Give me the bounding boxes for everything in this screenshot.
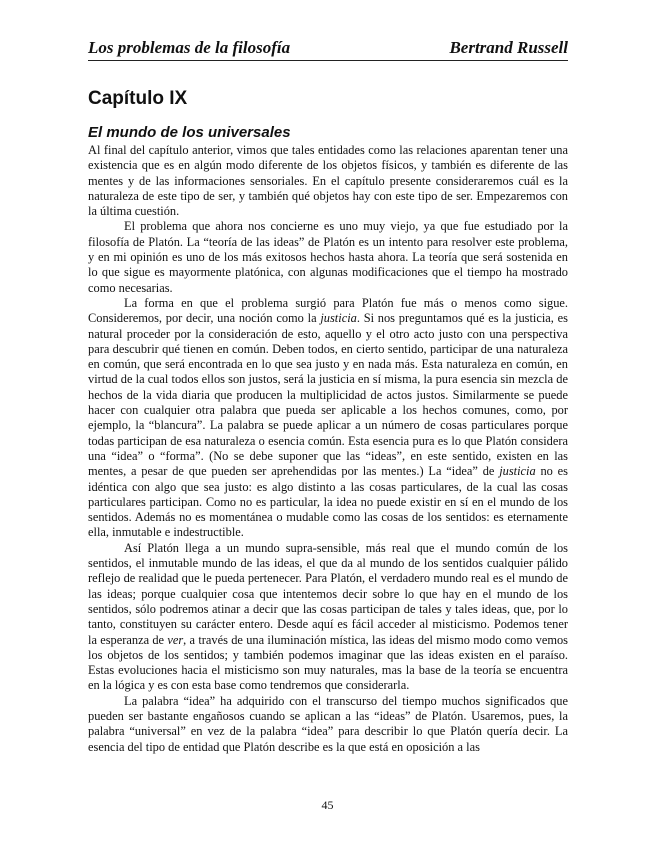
paragraph	[88, 296, 568, 541]
header-author: Bertrand Russell	[449, 38, 568, 57]
body-text	[88, 143, 568, 755]
paragraph-text: Al final del capítulo anterior, vimos que tales entidades como las relaciones aparentan tener una existencia que es en algún modo diferente de los objetos físicos, y también es diferente de las mentes y de las informaciones sensoriales. En el capítulo presente consideraremos cuál es la naturaleza de este tipo de ser, y también qué objetos hay con este tipo de ser. Empezaremos con la última cuestión.	[88, 143, 568, 219]
paragraph	[88, 143, 568, 219]
paragraph-text: El problema que ahora nos concierne es uno muy viejo, ya que fue estudiado por la filosofía de Platón. La “teoría de las ideas” de Platón es un intento para resolver este problema, y en mi opinión es uno de los más exitosos hechos hasta ahora. La teoría que será sostenida en lo que sigue es mayormente platónica, con algunas modificaciones que el tiempo ha mostrado como necesarias.	[88, 219, 568, 295]
paragraph	[88, 541, 568, 694]
chapter-title: Capítulo IX	[88, 88, 188, 109]
page-number: 45	[321, 798, 334, 812]
paragraph-text: La forma en que el problema surgió para Platón fue más o menos como sigue. Consideremos, por decir, una noción como la	[88, 295, 568, 326]
paragraph-text: , a través de una iluminación mística, las ideas del mismo modo como vemos los objetos de los sentidos; y también podemos imaginar que las ideas existen en el paraíso. Estas evoluciones hacia el misticismo son muy naturales, mas la base de la teoría se encuentra en la lógica y es con esta base como tendremos que considerarla.	[88, 632, 568, 693]
paragraph	[88, 694, 568, 755]
header-book-title: Los problemas de la filosofía	[88, 38, 291, 57]
section-title: El mundo de los universales	[88, 124, 291, 141]
running-header	[88, 38, 568, 60]
paragraph-text: . Si nos preguntamos qué es la justicia, es natural proceder por la consideración de esto, aquello y el otro acto justo con una perspectiva para descubrir qué tienen en común. Deben todos, en cierto sentido, participar de una naturaleza en común, que será encontrada en lo que sea justo y en nada más. Esta naturaleza en común, en virtud de la cual todos ellos son justos, será la justicia en sí misma, la pura esencia sin mezcla de hechos de la vida diaria que producen la multiplicidad de actos justos. Similarmente se puede hacer con cualquier otra palabra que pueda ser aplicable a los hechos comunes, como, por ejemplo, la “blancura”. La palabra se puede aplicar a un número de cosas particulares porque todas participan de esa naturaleza o esencia común. Esta esencia pura es lo que Platón considera una “idea” o “forma”. (No se debe suponer que las “ideas”, en este sentido, existen en las mentes, a pesar de que pueden ser aprehendidas por las mentes.) La “idea” de	[88, 311, 568, 479]
paragraph	[88, 219, 568, 295]
paragraph-text: no es idéntica con algo que sea justo: es algo distinto a las cosas particulares, de la cual las cosas particulares participan. Como no es particular, la idea no puede existir en sí en el mundo de los sentidos. Además no es momentánea o mudable como las cosas de los sentidos: es eternamente ella, inmutable e indestructible.	[88, 464, 568, 540]
paragraph-text: La palabra “idea” ha adquirido con el transcurso del tiempo muchos significados que pueden ser bastante engañosos cuando se aplican a las “ideas” de Platón. Usaremos, pues, la palabra “universal” en vez de la palabra “idea” para describir lo que Platón quería decir. La esencia del tipo de entidad que Platón describe es la que está en oposición a las	[88, 693, 568, 754]
emphasis-term: ver	[167, 632, 184, 647]
header-divider	[88, 60, 568, 61]
paragraph-text: Así Platón llega a un mundo supra-sensible, más real que el mundo común de los sentidos, el inmutable mundo de las ideas, el que da al mundo de los sentidos cualquier pálido reflejo de realidad que le pueda pertenecer. Para Platón, el verdadero mundo real es el mundo de las ideas; porque cualquier cosa que intentemos decir sobre lo que hay en el mundo de los sentidos, sólo podremos atinar a decir que las cosas participan de tales y tales ideas, que, por lo tanto, constituyen su carácter entero. Desde aquí es fácil acceder al misticismo. Podemos tener la esperanza de	[88, 540, 568, 647]
emphasis-term: justicia	[499, 464, 536, 479]
emphasis-term: justicia	[320, 311, 357, 326]
